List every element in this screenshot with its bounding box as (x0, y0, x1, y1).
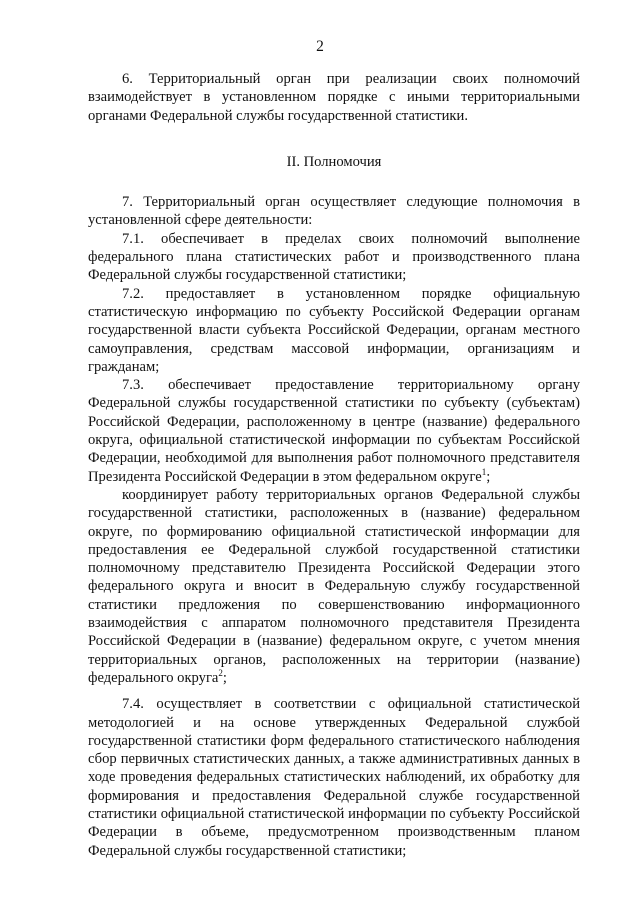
footnote-ref-2: 2 (218, 668, 223, 679)
footnote-ref-1: 1 (481, 466, 487, 477)
paragraph-coordination-end: ; (222, 669, 227, 686)
paragraph-7-3-text: 7.3. обеспечивает предоставление территориальному органу Федеральной службы государственной статистики по субъекту (субъектам) Российской Федерации, расположенному в центре (название) федерального округа, официальной статистической информации по субъектам Российской Федерации, необходимой для выполнения работ полномочного представителя Президента Российской Федерации в этом федеральном округе (88, 377, 580, 485)
paragraph-7-3 (88, 376, 580, 486)
paragraph-7-3-end: ; (486, 468, 491, 485)
paragraph-7-4: 7.4. осуществляет в соответствии с официальной статистической методологией и на основе утвержденных Федеральной службой государственной статистики форм федерального статистического наблюдения сбор первичных статистических данных, а также административных данных в ходе проведения федеральных статистических наблюдений, их обработку для формирования и предоставления Федеральной службе государственной статистики официальной статистической информации по субъекту Российской Федерации в объеме, предусмотренном производственным планом Федеральной службы государственной статистики; (88, 696, 580, 859)
page-number: 2 (316, 38, 324, 55)
paragraph-coordination-text: координирует работу территориальных органов Федеральной службы государственной статистики, расположенных в (название) федеральном округе, по формированию официальной статистической информации для предоставления ее Федеральной службой государственной статистики полномочному представителю Президента Российской Федерации этого федерального округа и вносит в Федеральную службу государственной статистики предложения по совершенствованию информационного взаимодействия с аппаратом полномочного представителя Президента Российской Федерации в (название) федеральном округе, с учетом мнения территориальных органов, расположенных на территории (название) федерального округа (88, 486, 580, 686)
paragraph-7-2: 7.2. предоставляет в установленном порядке официальную статистическую информацию по субъекту Российской Федерации органам государственной власти субъекта Российской Федерации, органам местного самоуправления, средствам массовой информации, организациям и гражданам; (88, 285, 580, 375)
paragraph-coordination (88, 486, 580, 687)
section-heading: II. Полномочия (286, 153, 382, 170)
document-body (88, 70, 580, 860)
paragraph-6: 6. Территориальный орган при реализации своих полномочий взаимодействует в установленном порядке с иными территориальными органами Федеральной службы государственной статистики. (88, 71, 580, 124)
paragraph-7: 7. Территориальный орган осуществляет следующие полномочия в установленной сфере деятельности: (88, 194, 580, 229)
paragraph-7-1: 7.1. обеспечивает в пределах своих полномочий выполнение федерального плана статистических работ и производственного плана Федеральной службы государственной статистики; (88, 230, 580, 284)
